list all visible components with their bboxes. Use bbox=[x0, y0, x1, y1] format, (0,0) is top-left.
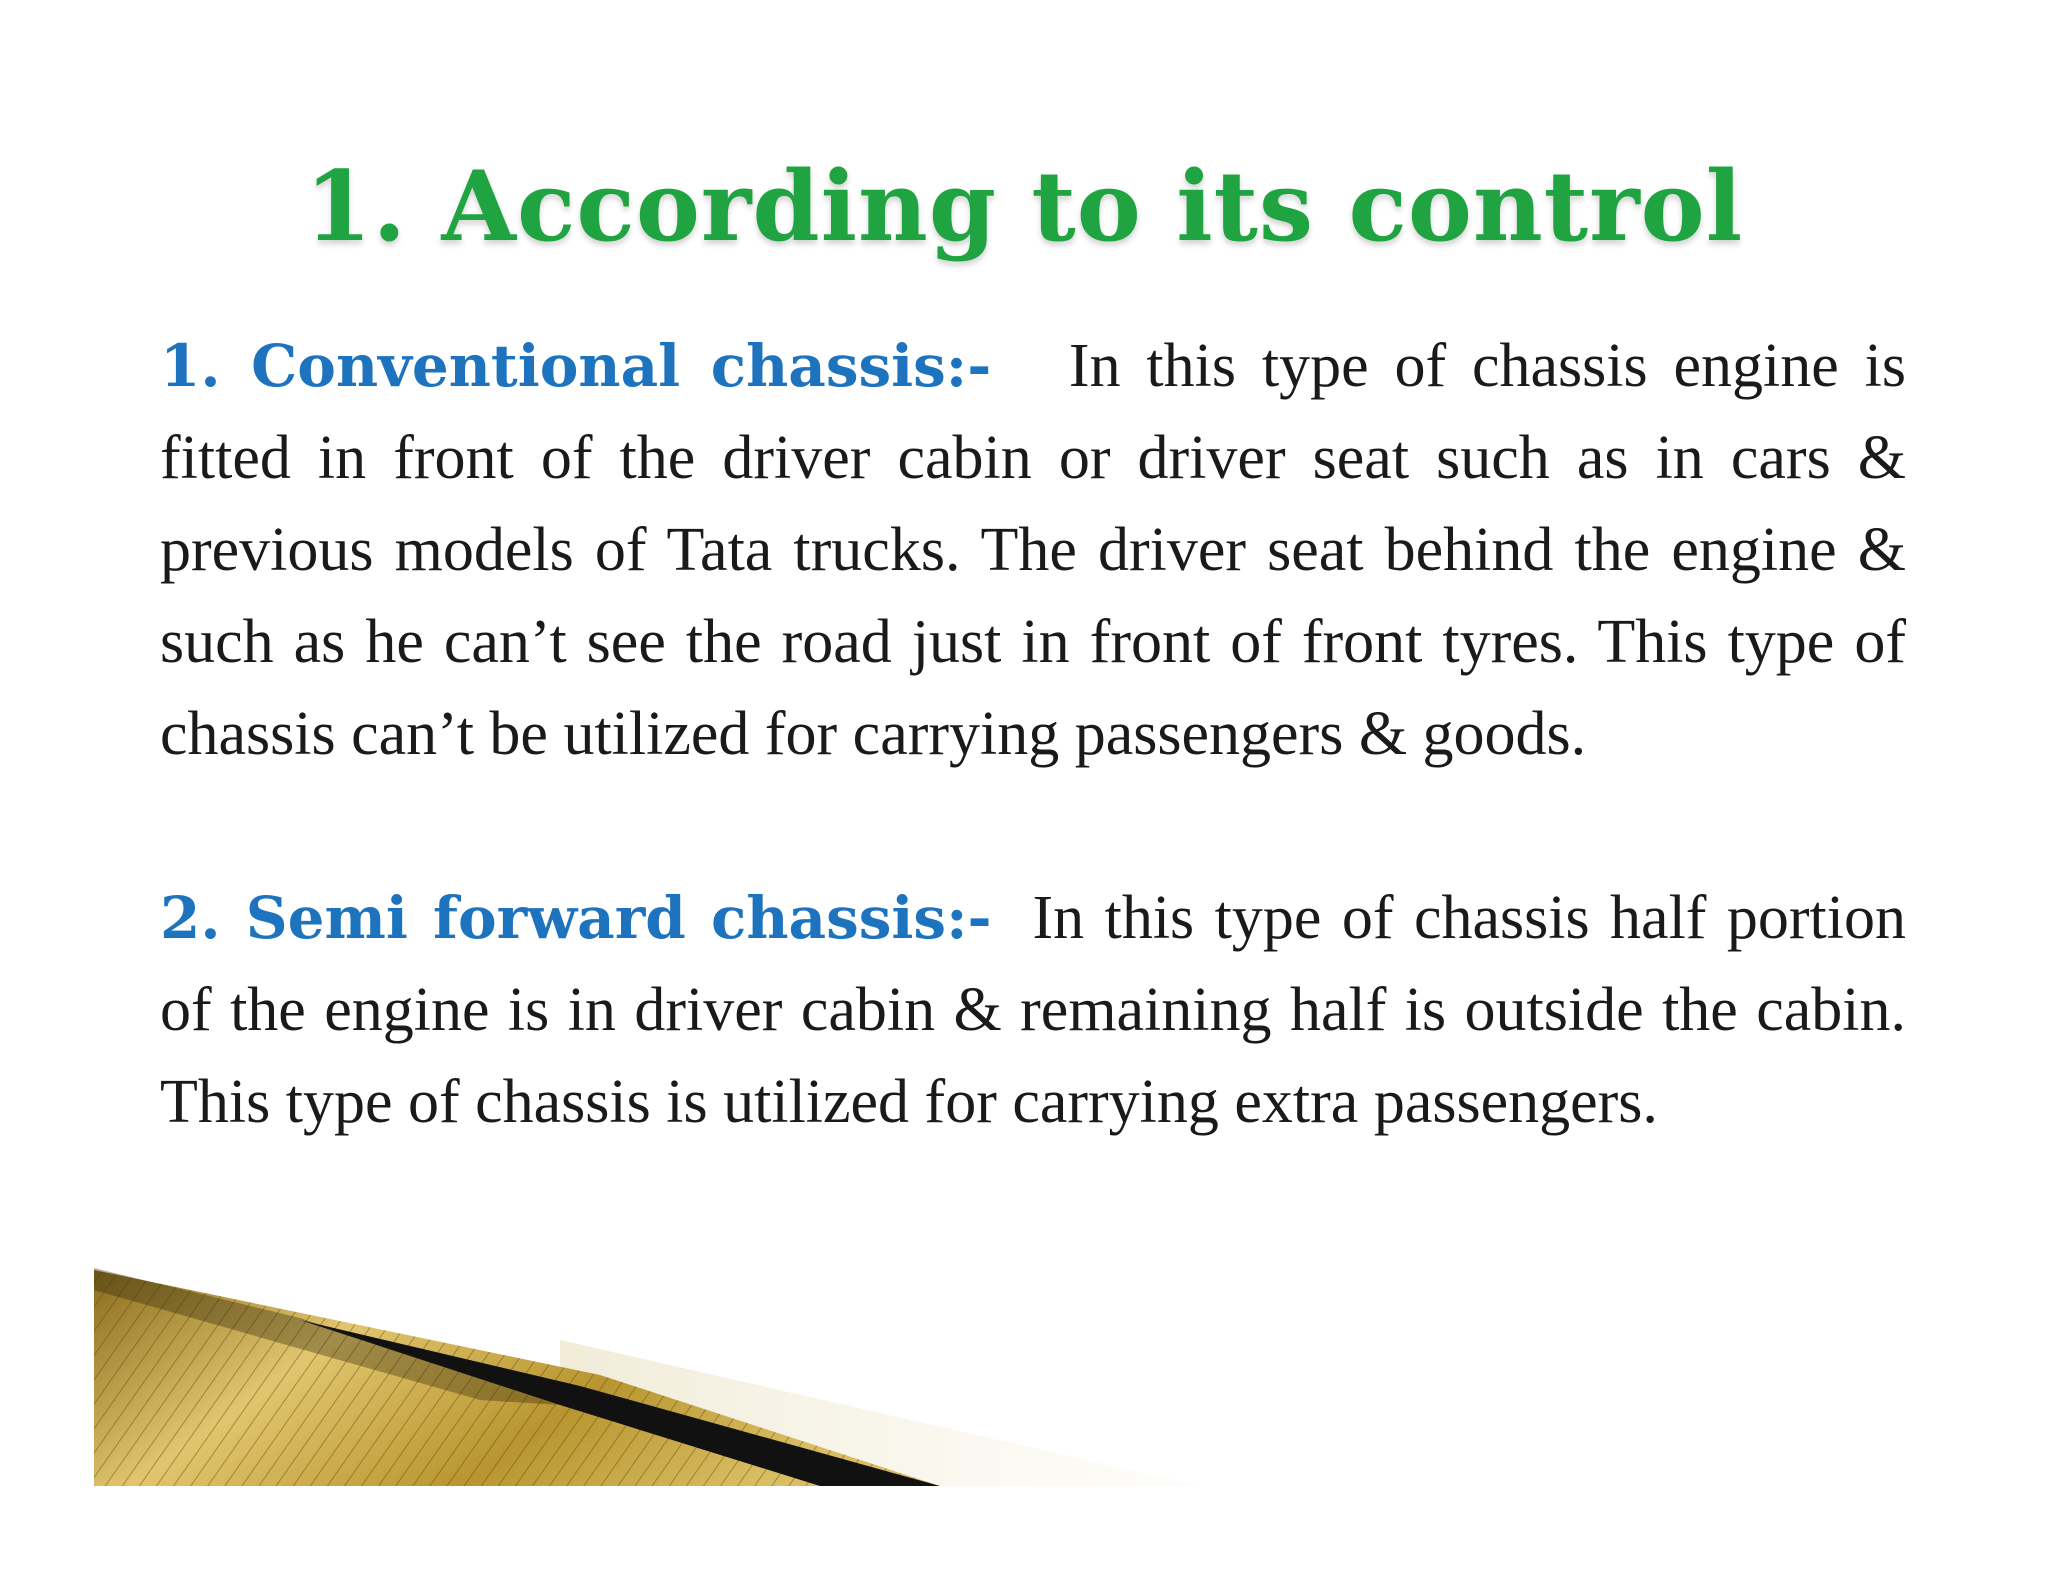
item-term: 2. Semi forward chassis:- bbox=[160, 884, 992, 952]
item-description: In this type of chassis engine is fitted in front of the driver cabin or driver seat such as in cars & previous models of Tata trucks. The driver seat behind the engine & such as he can’t see the road just in front of front tyres. This type of chassis can’t be utilized for carrying passengers & goods. bbox=[160, 332, 1907, 768]
slide-title: 1. According to its control bbox=[304, 150, 1744, 263]
list-item-semi-forward-chassis bbox=[160, 872, 1906, 1148]
slide-body bbox=[160, 320, 1906, 1148]
item-description: In this type of chassis half portion of the engine is in driver cabin & remaining half is outside the cabin. This type of chassis is utilized for carrying extra passengers. bbox=[160, 884, 1907, 1136]
list-item-conventional-chassis bbox=[160, 320, 1906, 780]
item-term: 1. Conventional chassis:- bbox=[160, 332, 992, 400]
item-gap bbox=[1017, 332, 1069, 400]
item-gap bbox=[1012, 884, 1032, 952]
